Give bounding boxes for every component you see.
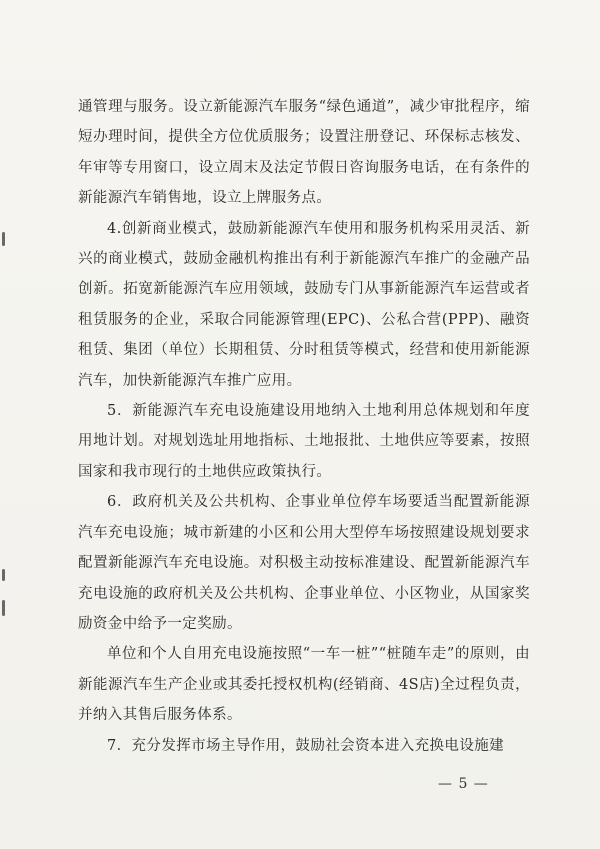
binding-hole-mark <box>2 600 5 616</box>
binding-hole-mark <box>2 569 5 581</box>
paragraph-item-5: 5．新能源汽车充电设施建设用地纳入土地利用总体规划和年度用地计划。对规划选址用地指标、土地报批、土地供应等要素，按照国家和我市现行的土地供应政策执行。 <box>78 403 530 480</box>
binding-hole-mark <box>2 232 5 246</box>
document-body <box>78 92 530 761</box>
paragraph-item-7: 7．充分发挥市场主导作用，鼓励社会资本进入充换电设施建 <box>107 737 505 754</box>
paragraph-item-6-sub: 单位和个人自用充电设施按照“一车一桩”“桩随车走”的原则，由新能源汽车生产企业或其委托授权机构(经销商、4S店)全过程负责，并纳入其售后服务体系。 <box>78 646 530 724</box>
paragraph-item-6: 6．政府机关及公共机构、企事业单位停车场要适当配置新能源汽车充电设施；城市新建的小区和公用大型停车场按照建设规划要求配置新能源汽车充电设施。对积极主动按标准建设、配置新能源汽车充电设施的政府机关及公共机构、企事业单位、小区物业，从国家奖励资金中给予一定奖励。 <box>78 494 530 632</box>
paragraph-item-4: 4.创新商业模式，鼓励新能源汽车使用和服务机构采用灵活、新兴的商业模式，鼓励金融机构推出有利于新能源汽车推广的金融产品创新。拓宽新能源汽车应用领域，鼓励专门从事新能源汽车运营或者租赁服务的企业，采取合同能源管理(EPC)、公私合营(PPP)、融资租赁、集团（单位）长期租赁、分时租赁等模式，经营和使用新能源汽车，加快新能源汽车推广应用。 <box>78 220 530 389</box>
page-number: — 5 — <box>438 776 489 792</box>
paragraph-continued: 通管理与服务。设立新能源汽车服务“绿色通道”，减少审批程序，缩短办理时间，提供全方位优质服务；设置注册登记、环保标志核发、年审等专用窗口，设立周末及法定节假日咨询服务电话，在有条件的新能源汽车销售地，设立上牌服务点。 <box>78 99 530 207</box>
